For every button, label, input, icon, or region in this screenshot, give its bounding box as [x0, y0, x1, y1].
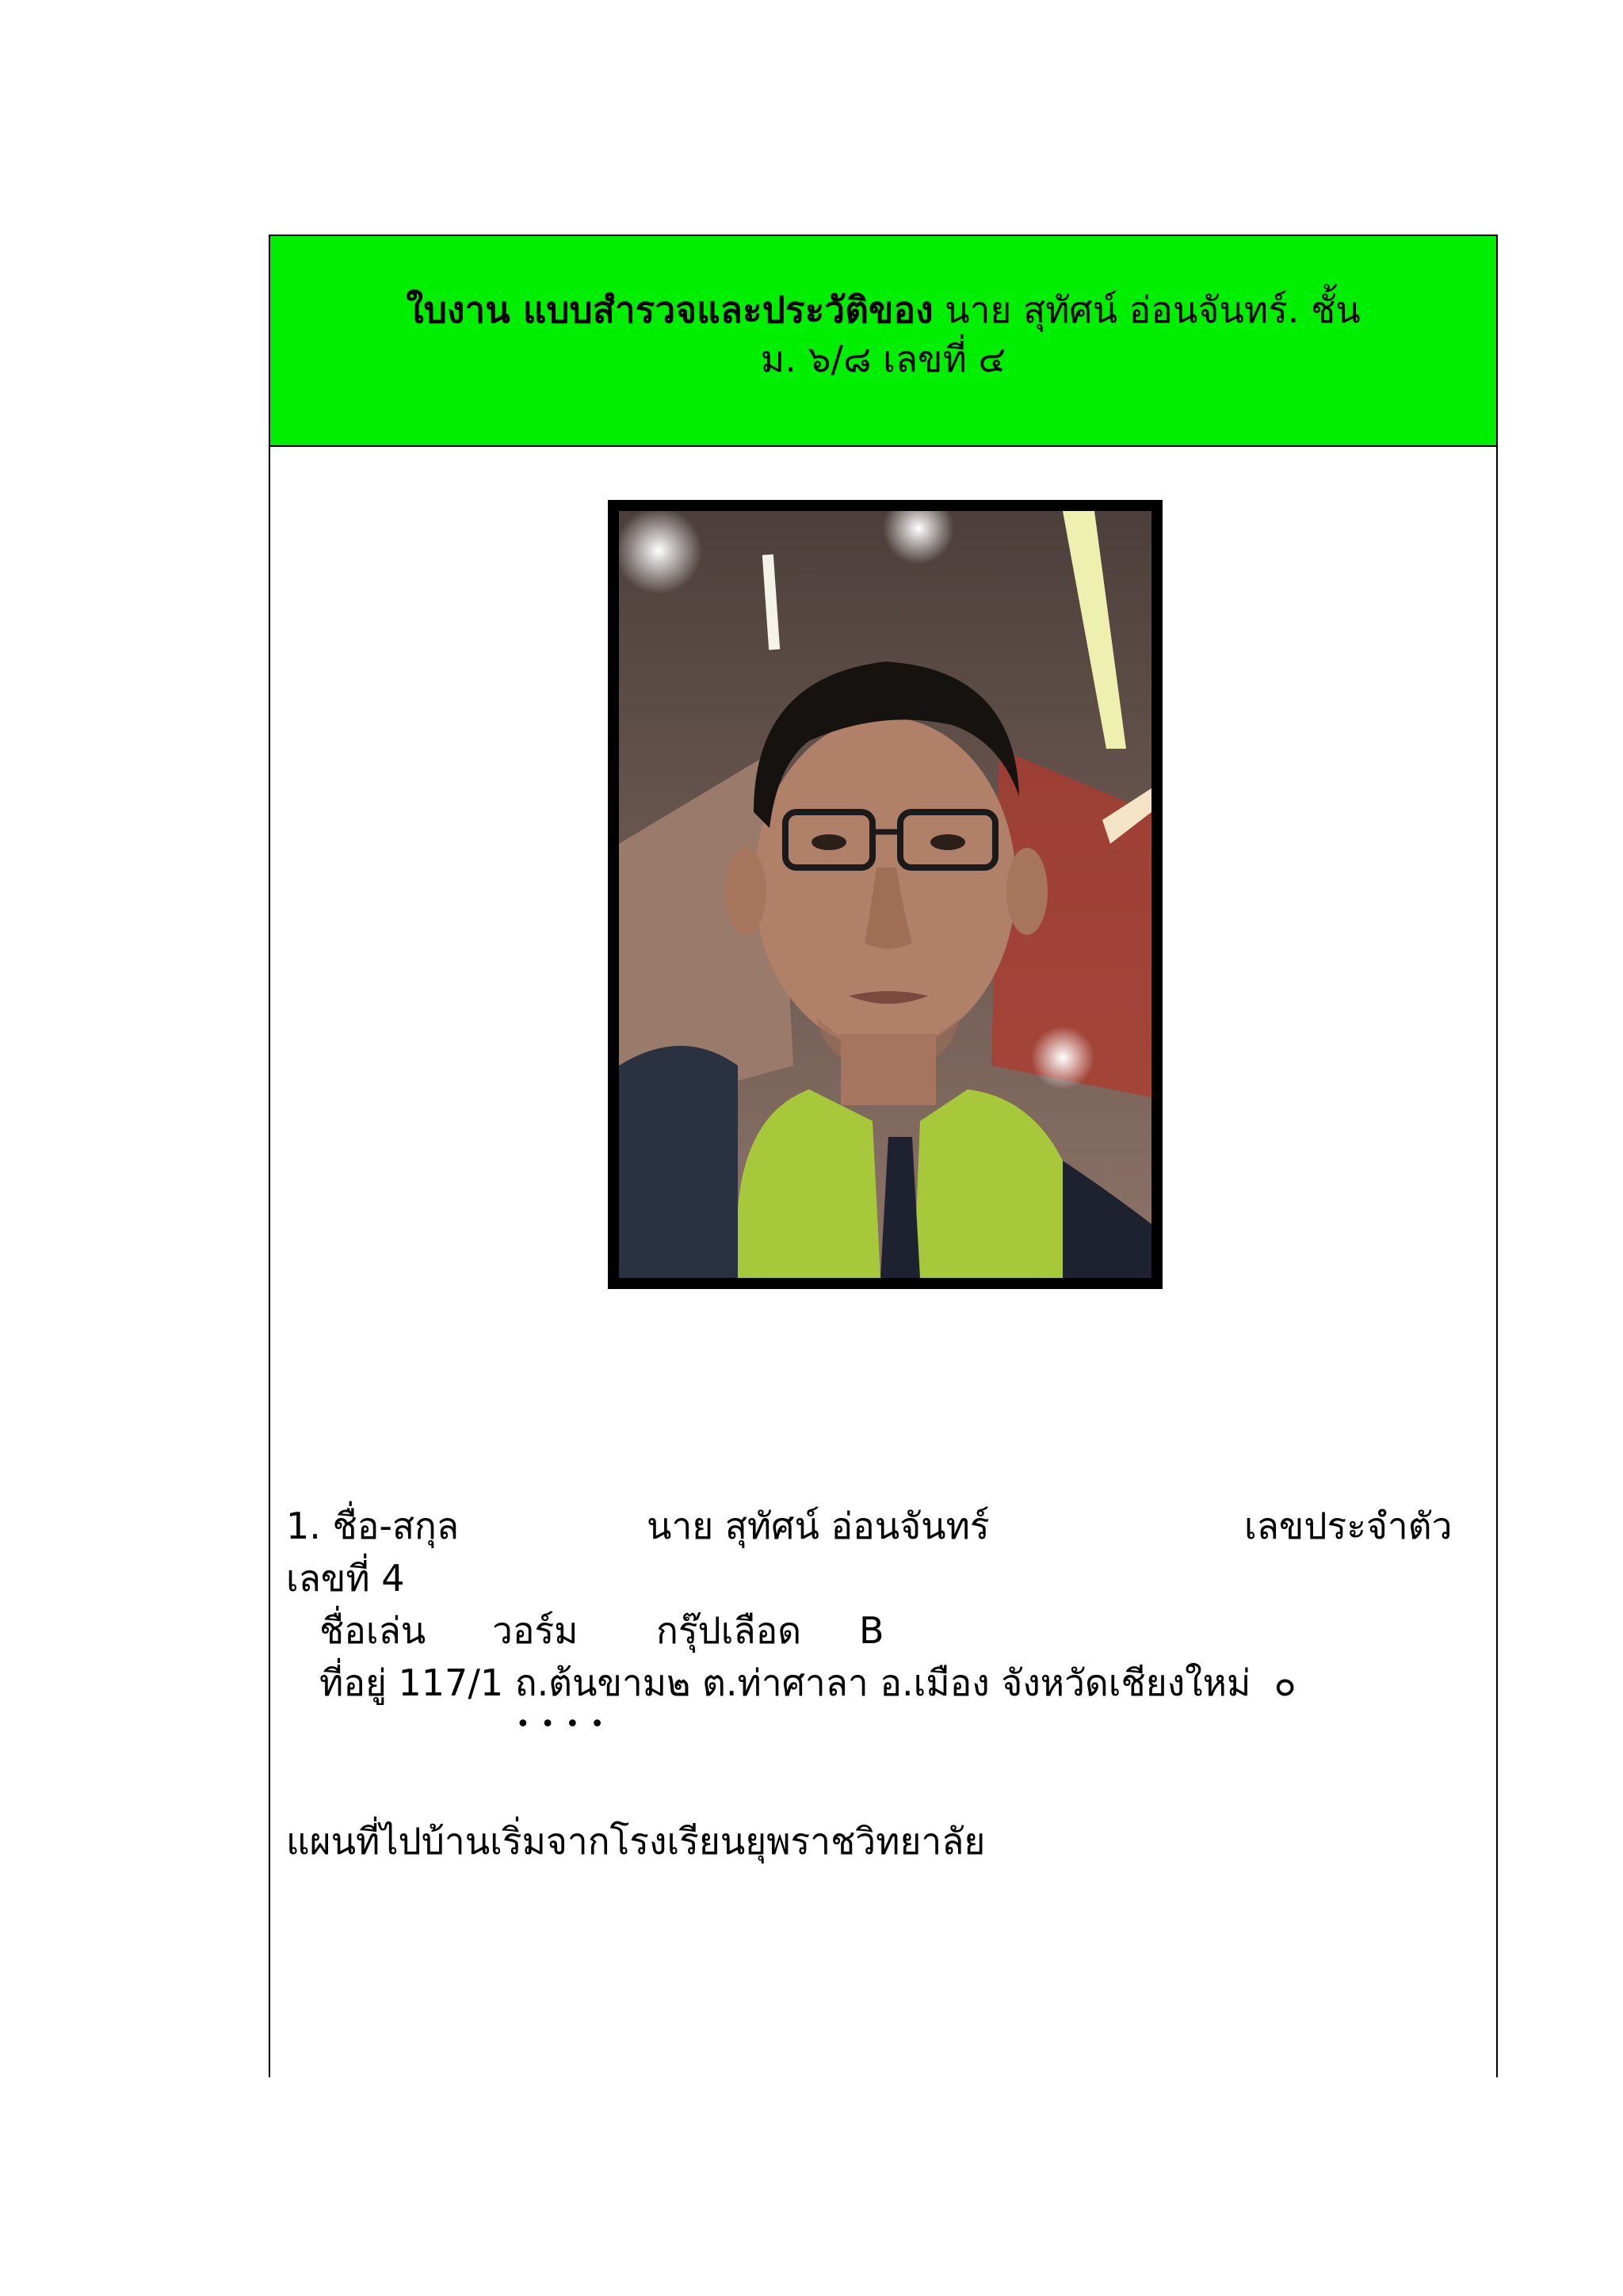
map-heading-line: [286, 1815, 1480, 1867]
id-label: เลขประจำตัว: [1244, 1505, 1453, 1547]
blood-label: กรุ๊ปเลือด: [656, 1609, 802, 1652]
id-label-box: [1244, 1500, 1452, 1552]
nickname-label: ชื่อเล่น: [319, 1609, 426, 1652]
header-banner: [270, 236, 1496, 447]
title-name: นาย สุทัศน์ อ่อนจันทร์. ชั้น: [933, 288, 1361, 331]
photo-frame: [608, 500, 1163, 1289]
blood-value: B: [859, 1609, 884, 1652]
name-value: นาย สุทัศน์ อ่อนจันทร์: [647, 1505, 990, 1547]
number-text: เลขที่ 4: [286, 1557, 405, 1600]
title-bold: ใบงาน แบบสำรวจและประวัติของ: [406, 288, 934, 331]
blood-value-box: [859, 1604, 1480, 1657]
student-photo: [619, 511, 1151, 1278]
worksheet-title: [294, 285, 1472, 383]
number-line: [286, 1552, 1480, 1604]
worksheet: [269, 235, 1498, 2077]
dots-line: [516, 1699, 1480, 1751]
title-class: ม. ๖/๘ เลขที่ ๔: [760, 338, 1006, 380]
map-heading: แผนที่ไปบ้านเริ่มจากโรงเรียนยุพราชวิทยาลัย: [286, 1820, 986, 1863]
nickname-value: วอร์ม: [492, 1609, 579, 1652]
name-label: 1. ชื่อ-สกุล: [286, 1505, 460, 1547]
address-text: ที่อยู่ 117/1 ถ.ต้นขาม๒ ต.ท่าศาลา อ.เมือง จังหวัดเชียงใหม่ ๐: [319, 1661, 1296, 1704]
address-dots: • • • •: [516, 1711, 606, 1738]
portrait-illustration: [619, 511, 1151, 1278]
